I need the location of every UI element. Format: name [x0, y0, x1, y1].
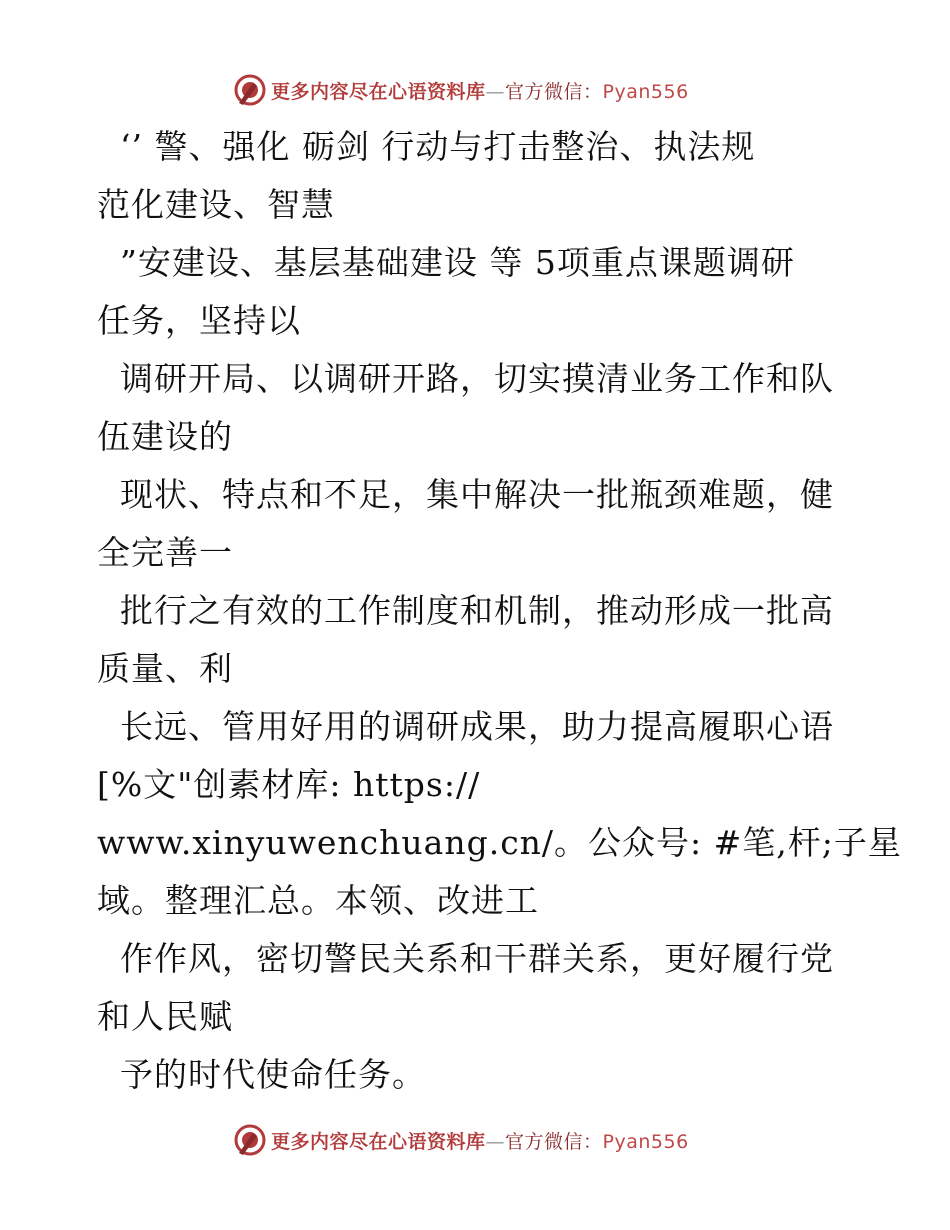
- body-line: 范化建设、智慧: [97, 185, 335, 224]
- watermark-text: [271, 77, 689, 104]
- watermark-wechat-label: 官方微信：: [505, 80, 603, 103]
- watermark-site-text: 更多内容尽在心语资料库: [271, 80, 486, 103]
- watermark-wechat-id: Pyan556: [602, 80, 689, 103]
- body-line: 任务，坚持以: [97, 301, 301, 340]
- body-line: 质量、利: [97, 649, 233, 688]
- body-line: [%文"创素材库: https://: [97, 765, 481, 804]
- body-line: 现状、特点和不足，集中解决一批瓶颈难题，健: [97, 475, 834, 514]
- header-watermark: [233, 72, 689, 108]
- body-line: 长远、管用好用的调研成果，助力提高履职心语: [97, 707, 834, 746]
- pen-circle-logo-icon: [233, 73, 267, 107]
- body-line: 作作风，密切警民关系和干群关系，更好履行党: [97, 939, 834, 978]
- watermark-wechat-id: Pyan556: [602, 1130, 689, 1153]
- watermark-wechat-label: 官方微信：: [505, 1130, 603, 1153]
- body-line: 予的时代使命任务。: [97, 1055, 426, 1094]
- body-line: 全完善一: [97, 533, 233, 572]
- watermark-site-text: 更多内容尽在心语资料库: [271, 1130, 486, 1153]
- pen-circle-logo-icon: [233, 1123, 267, 1157]
- body-line: ”安建设、基层基础建设 等 5项重点课题调研: [97, 243, 795, 282]
- body-line: 调研开局、以调研开路，切实摸清业务工作和队: [97, 359, 834, 398]
- watermark-dash: —: [485, 1130, 506, 1153]
- watermark-dash: —: [485, 80, 506, 103]
- body-line: www.xinyuwenchuang.cn/。公众号: #笔,杆;子星: [97, 823, 902, 862]
- body-line: 伍建设的: [97, 417, 233, 456]
- body-line: 和人民赋: [97, 997, 233, 1036]
- watermark-text: [271, 1127, 689, 1154]
- body-line: 批行之有效的工作制度和机制，推动形成一批高: [97, 591, 834, 630]
- body-line: 域。整理汇总。本领、改进工: [97, 881, 539, 920]
- document-body: [97, 118, 902, 1104]
- body-line: ‘’ 警、强化 砺剑 行动与打击整治、执法规: [97, 127, 756, 166]
- footer-watermark: [233, 1122, 689, 1158]
